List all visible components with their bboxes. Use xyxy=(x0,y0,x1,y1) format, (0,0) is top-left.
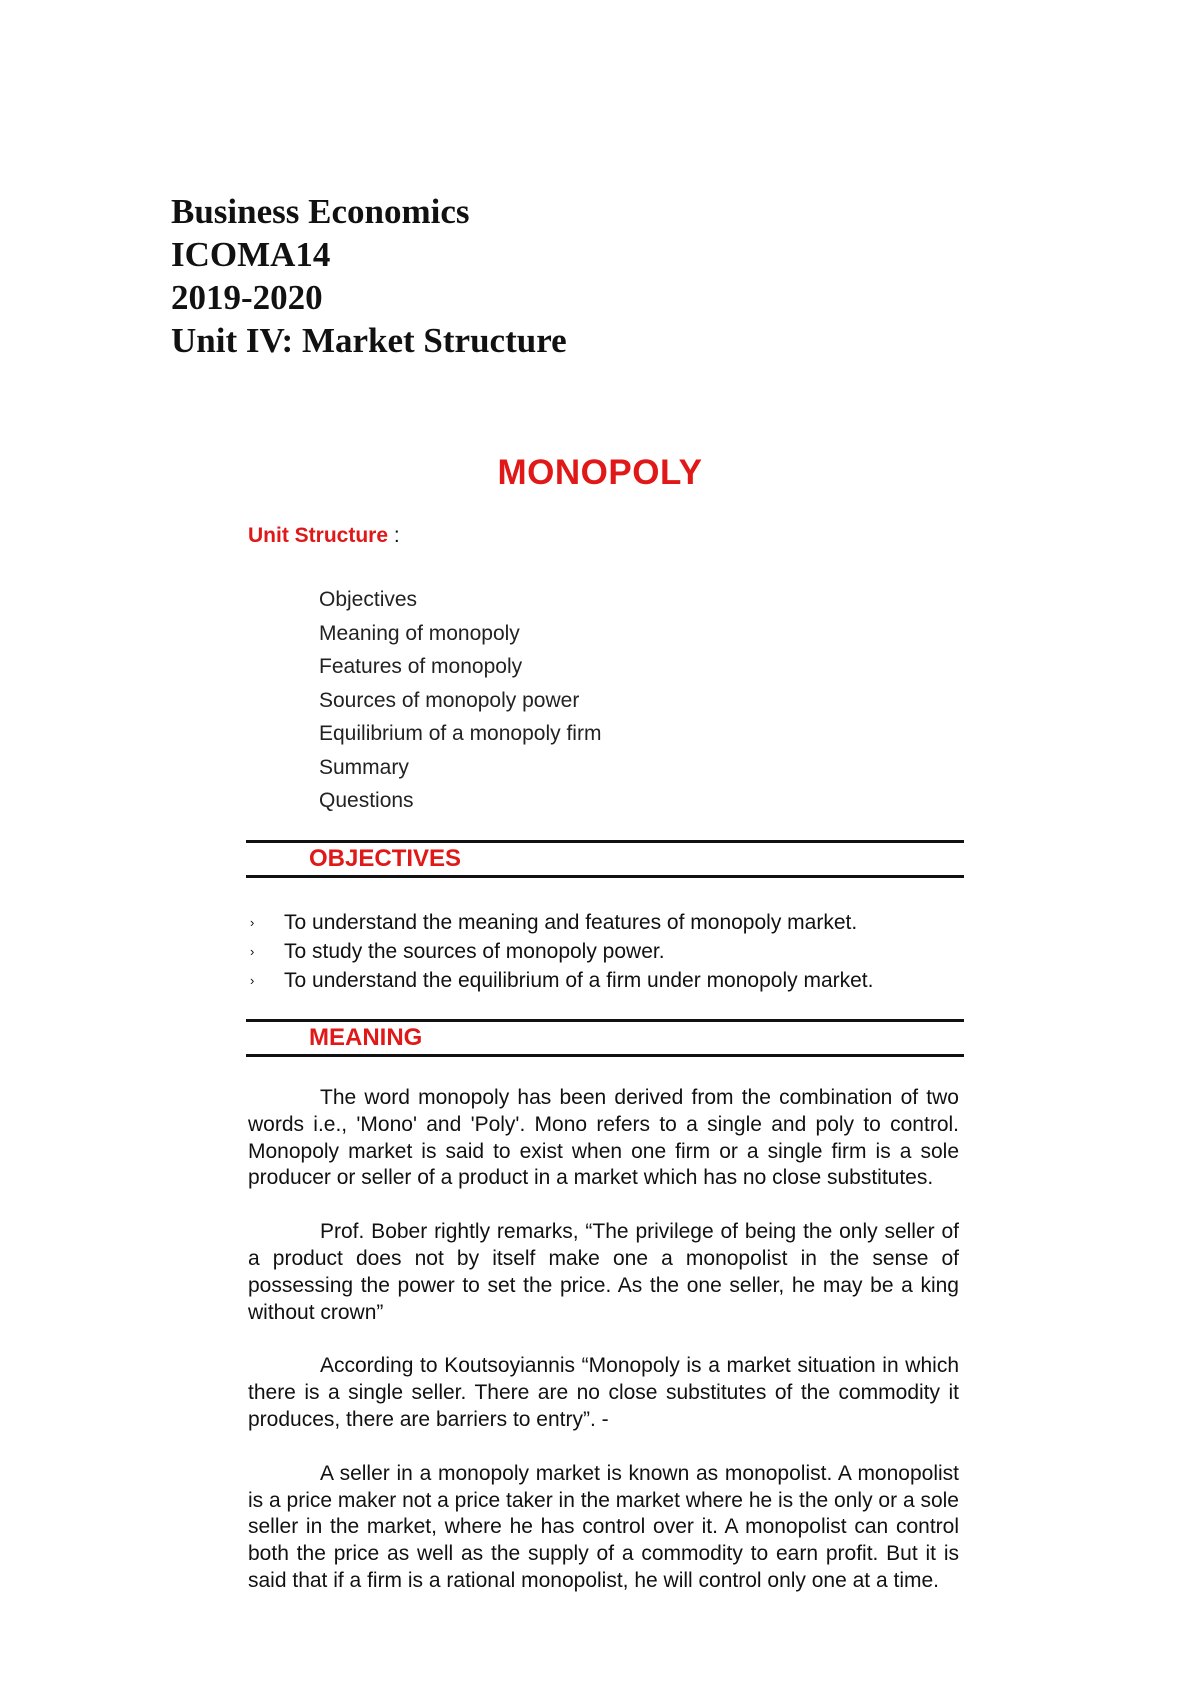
section-divider-top xyxy=(246,1019,964,1022)
toc-item: Features of monopoly xyxy=(319,655,523,678)
paragraph: A seller in a monopoly market is known as monopolist. A monopolist is a price maker not a price taker in the market where he is the only or a sole seller in the market, where he has control over it. A monopolist can control both the price as well as the supply of a commodity to earn profit. But it is said that if a firm is a rational monopolist, he will control only one at a time. xyxy=(248,1461,959,1592)
page-title: MONOPOLY xyxy=(497,453,703,492)
objective-text: To understand the meaning and features of monopoly market. xyxy=(284,911,858,934)
paragraph: Prof. Bober rightly remarks, “The privilege of being the only seller of a product does not by itself make one a monopolist in the sense of possessing the power to set the price. As the one seller, he may be a king without crown” xyxy=(248,1220,959,1324)
course-header xyxy=(171,190,567,362)
course-code: ICOMA14 xyxy=(171,235,331,274)
academic-year: 2019-2020 xyxy=(171,278,323,317)
list-item xyxy=(246,966,873,995)
list-item xyxy=(246,937,873,966)
toc-item: Meaning of monopoly xyxy=(319,621,520,645)
meaning-body xyxy=(248,1085,959,1622)
paragraph: According to Koutsoyiannis “Monopoly is a market situation in which there is a single seller. There are no close substitutes of the commodity it produces, there are barriers to entry”. - xyxy=(248,1354,959,1431)
objectives-heading: OBJECTIVES xyxy=(309,845,462,872)
toc-item: Sources of monopoly power xyxy=(319,688,580,712)
toc-item: Equilibrium of a monopoly firm xyxy=(319,722,602,745)
objective-text: To study the sources of monopoly power. xyxy=(284,940,665,963)
section-divider-top xyxy=(246,840,964,843)
paragraph: The word monopoly has been derived from the combination of two words i.e., 'Mono' and 'Poly'. Mono refers to a single and poly to control. Monopoly market is said to exist when one firm or a single firm is a sole producer or seller of a product in a market which has no close substitutes. xyxy=(248,1086,959,1190)
objective-text: To understand the equilibrium of a firm under monopoly market. xyxy=(284,969,874,992)
course-name: Business Economics xyxy=(171,192,470,231)
bullet-icon: › xyxy=(250,973,255,988)
objectives-list xyxy=(246,908,873,995)
bullet-icon: › xyxy=(250,944,255,959)
unit-title: Unit IV: Market Structure xyxy=(171,321,567,360)
meaning-heading: MEANING xyxy=(309,1024,423,1051)
toc-item: Summary xyxy=(319,755,409,779)
unit-structure-colon: : xyxy=(393,524,400,547)
unit-structure-heading xyxy=(248,524,400,548)
section-divider-bottom xyxy=(246,875,964,878)
list-item xyxy=(246,908,873,937)
unit-structure-list xyxy=(319,583,601,818)
toc-item: Objectives xyxy=(319,588,418,611)
bullet-icon: › xyxy=(250,915,255,930)
section-divider-bottom xyxy=(246,1054,964,1057)
unit-structure-label: Unit Structure xyxy=(248,524,389,547)
toc-item: Questions xyxy=(319,789,414,812)
